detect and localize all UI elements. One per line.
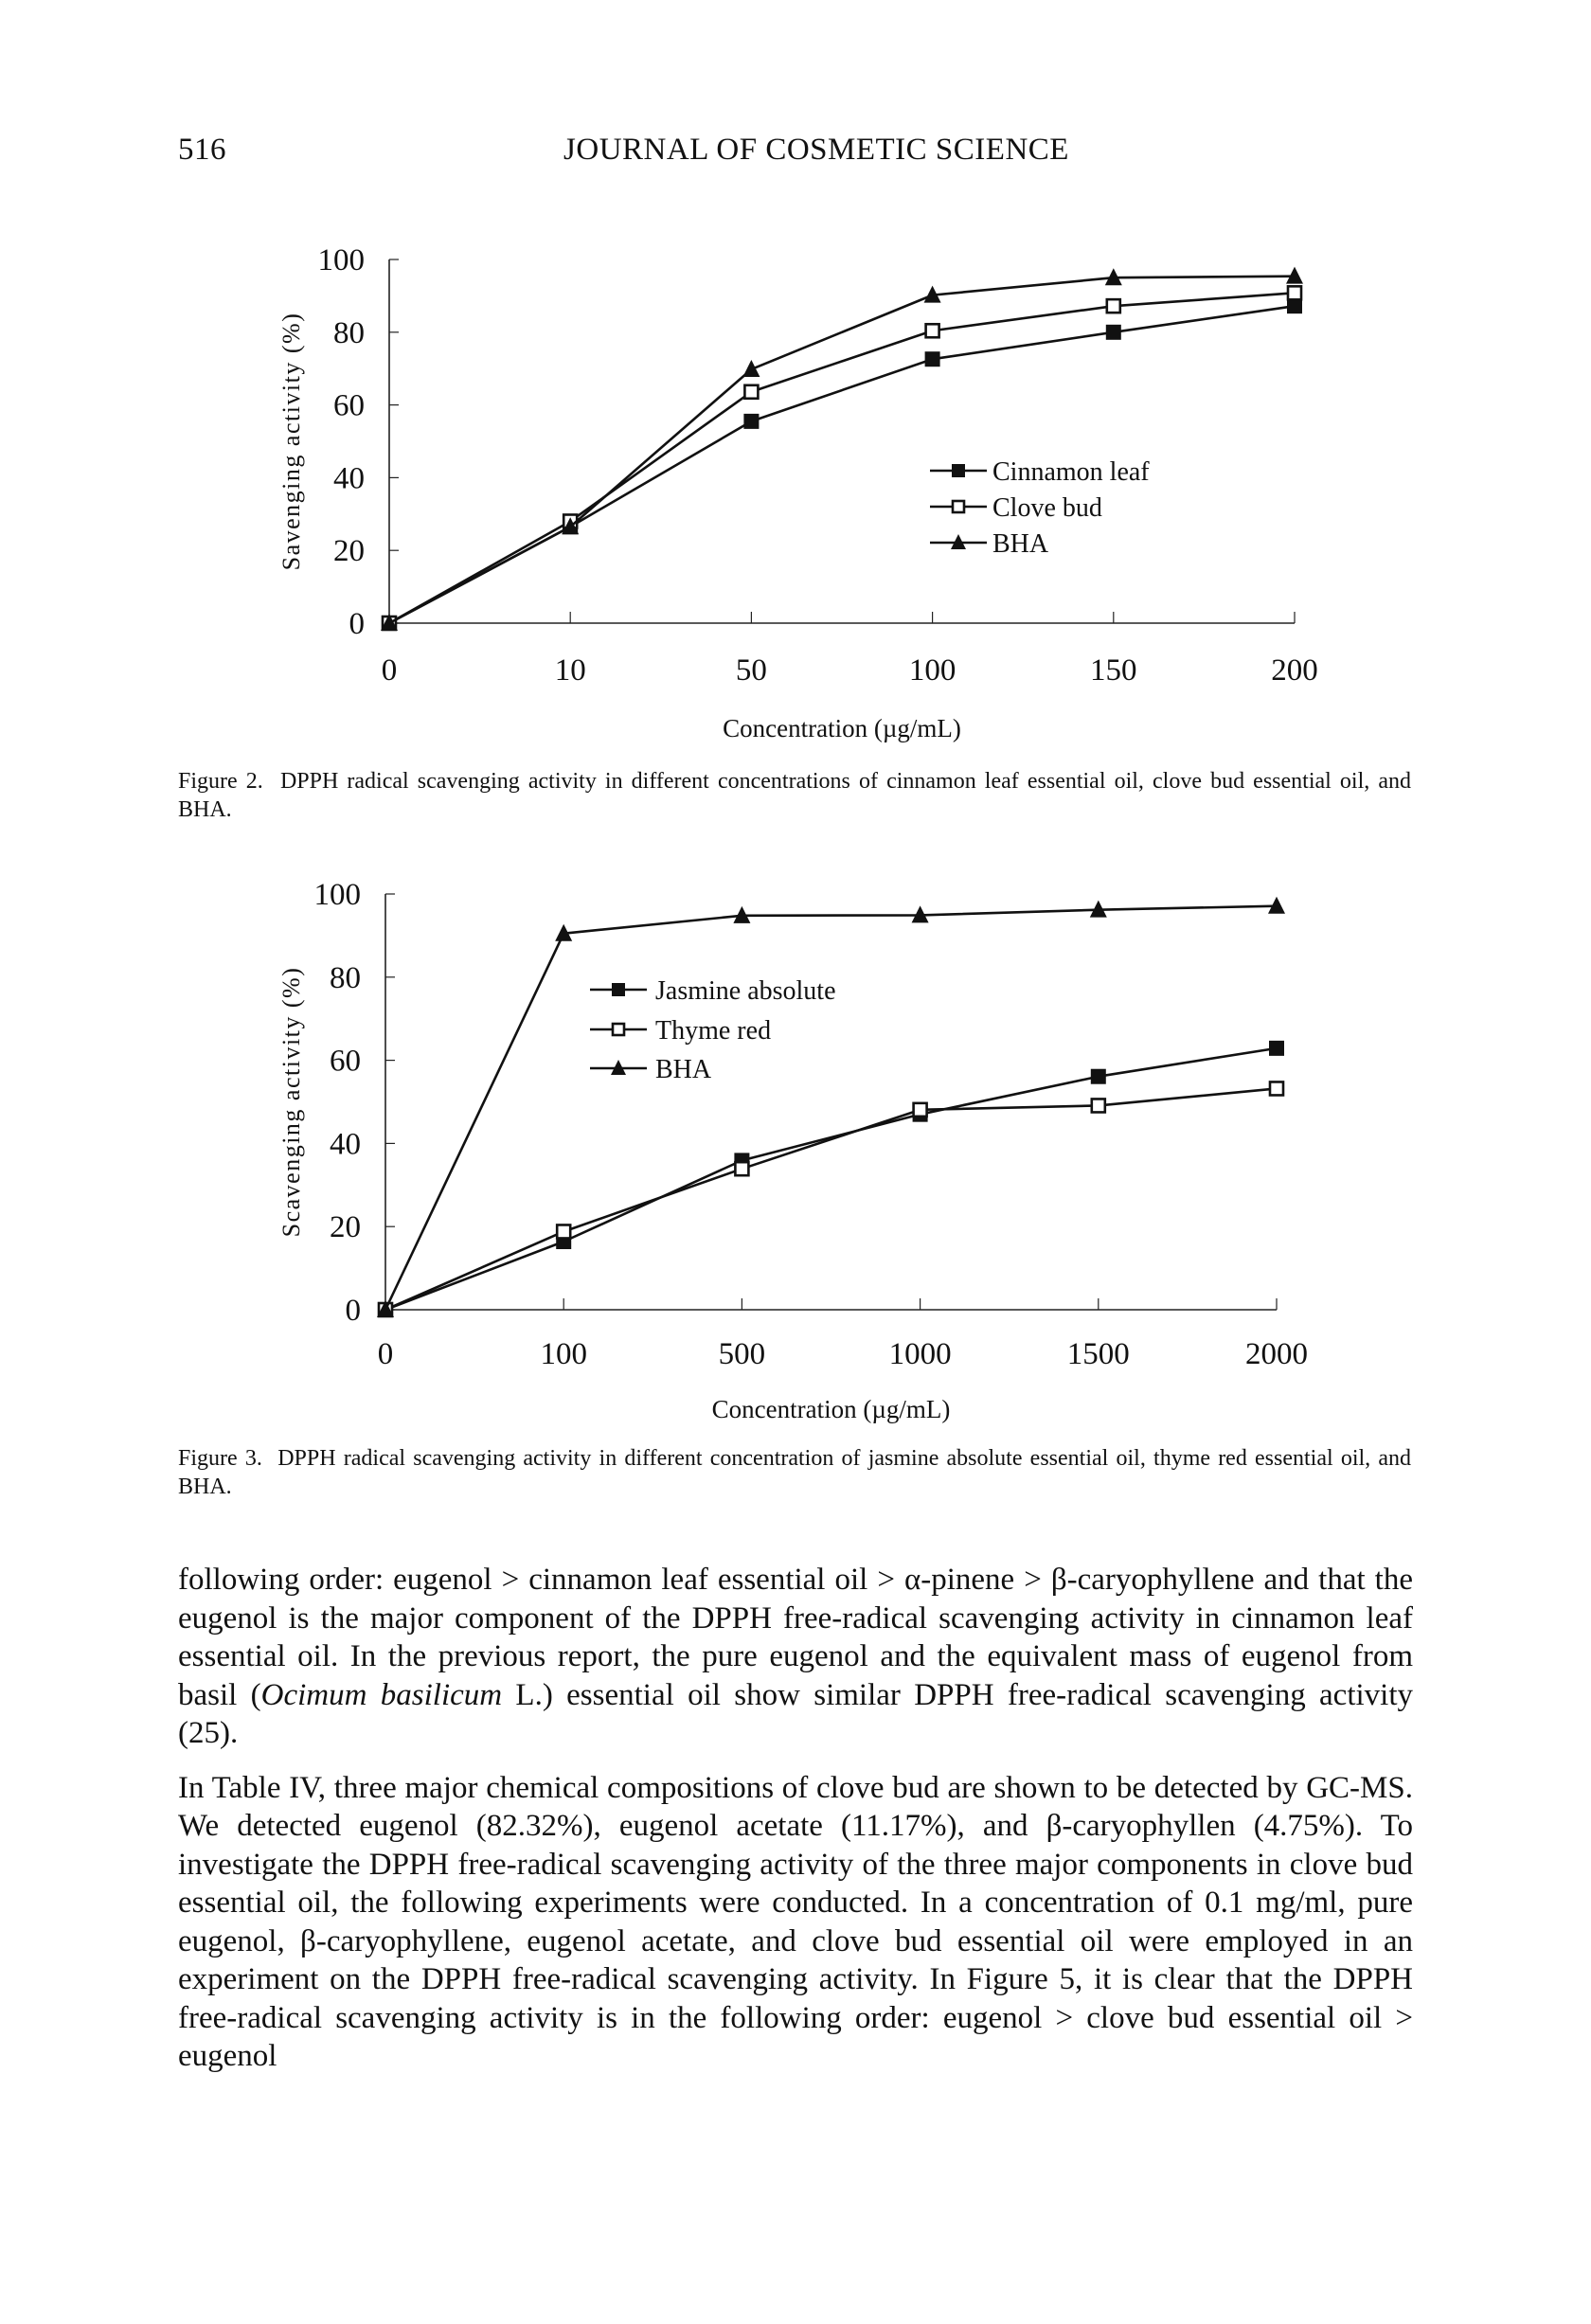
- y-tick-label: 100: [313, 878, 361, 912]
- journal-title: JOURNAL OF COSMETIC SCIENCE: [563, 133, 1069, 167]
- x-tick-label: 150: [1090, 653, 1137, 688]
- open-square-marker-icon: [1107, 299, 1120, 313]
- filled-square-marker-icon: [1106, 325, 1121, 340]
- x-tick-label: 1000: [888, 1337, 952, 1371]
- open-square-marker-icon: [914, 1103, 927, 1117]
- open-square-marker-icon: [1288, 286, 1301, 299]
- x-tick-label: 50: [735, 653, 767, 688]
- figure-2-caption-text: DPPH radical scavenging activity in different concentrations of cinnamon leaf essential oil, clove bud essential oil, and BHA.: [178, 769, 1411, 822]
- figure-3-caption-label: Figure 3.: [178, 1446, 262, 1471]
- filled-square-marker-icon: [1091, 1069, 1106, 1084]
- chart-legend: [930, 457, 1150, 559]
- legend-label: Thyme red: [655, 1016, 772, 1046]
- open-square-marker-icon: [953, 501, 964, 512]
- filled-triangle-marker-icon: [742, 360, 760, 377]
- species-name-italic: Ocimum basilicum: [260, 1677, 503, 1712]
- y-tick-label: 60: [333, 388, 365, 423]
- legend-label: Clove bud: [992, 493, 1102, 523]
- series-thyme-red: [379, 1082, 1283, 1316]
- legend-label: Cinnamon leaf: [992, 457, 1150, 487]
- paragraph-1-text-b: L.) essential oil show similar DPPH free-radical scavenging activity (25).: [178, 1677, 1413, 1750]
- y-tick-label: 0: [345, 1294, 361, 1328]
- filled-square-marker-icon: [952, 464, 965, 477]
- figure-2-caption-label: Figure 2.: [178, 769, 263, 794]
- open-square-marker-icon: [735, 1162, 748, 1175]
- open-square-marker-icon: [1092, 1099, 1105, 1112]
- body-paragraph-2: In Table IV, three major chemical compositions of clove bud are shown to be detected by GC-MS. We detected eugenol (82.32%), eugenol acetate (11.17%), and β-caryophyllen (4.75%). To investigate the DPPH free-radical scavenging activity of the three major components in clove bud essential oil, the following experiments were conducted. In a concentration of 0.1 mg/ml, pure eugenol, β-caryophyllene, eugenol acetate, and clove bud essential oil were employed in an experiment on the DPPH free-radical scavenging activity. In Figure 5, it is clear that the DPPH free-radical scavenging activity is in the following order: eugenol > clove bud essential oil > eugenol: [178, 1770, 1413, 2073]
- open-square-marker-icon: [926, 324, 939, 337]
- x-tick-label: 0: [377, 1337, 394, 1371]
- y-tick-label: 60: [330, 1044, 361, 1079]
- x-tick-label: 200: [1271, 653, 1318, 688]
- paragraph-1-text-a: following order: eugenol > cinnamon leaf essential oil > α-pinene > β-caryophyllene and that the eugenol is the major component of the DPPH free-radical scavenging activity in cinnamon leaf essential oil. In the previous report, the pure eugenol and the equivalent mass of eugenol from basil (: [178, 1563, 1413, 1712]
- series-jasmine-absolute: [378, 1041, 1284, 1317]
- open-square-marker-icon: [613, 1024, 624, 1035]
- y-tick-label: 0: [349, 607, 365, 641]
- x-tick-label: 1500: [1066, 1337, 1130, 1371]
- chart-3: [277, 878, 1308, 1423]
- y-tick-label: 20: [333, 534, 365, 569]
- filled-square-marker-icon: [612, 983, 625, 996]
- page-number: 516: [178, 133, 226, 167]
- chart-legend: [590, 976, 836, 1084]
- x-tick-label: 100: [908, 653, 956, 688]
- filled-square-marker-icon: [925, 351, 940, 366]
- open-square-marker-icon: [557, 1225, 570, 1238]
- y-tick-label: 80: [333, 315, 365, 350]
- x-axis-label: Concentration (µg/mL): [711, 1395, 951, 1423]
- x-tick-label: 100: [540, 1337, 587, 1371]
- y-axis-label: Scavenging activity (%): [277, 966, 305, 1238]
- y-axis-label: Savenging activity (%): [277, 312, 305, 571]
- y-tick-label: 40: [333, 461, 365, 496]
- figure-2-caption: [178, 767, 1411, 824]
- legend-label: Jasmine absolute: [655, 976, 836, 1006]
- y-tick-label: 80: [330, 960, 361, 995]
- filled-square-marker-icon: [743, 414, 759, 429]
- y-tick-label: 20: [330, 1210, 361, 1245]
- y-tick-label: 40: [330, 1127, 361, 1162]
- open-square-marker-icon: [1270, 1082, 1283, 1095]
- body-text: [178, 1561, 1413, 2076]
- open-square-marker-icon: [744, 385, 758, 399]
- figure-3-caption: [178, 1444, 1411, 1501]
- series-cinnamon-leaf: [382, 298, 1302, 631]
- x-tick-label: 2000: [1245, 1337, 1308, 1371]
- x-tick-label: 500: [718, 1337, 766, 1371]
- y-tick-label: 100: [317, 243, 365, 277]
- legend-label: BHA: [655, 1055, 712, 1084]
- x-axis-label: Concentration (µg/mL): [723, 714, 961, 742]
- chart-2: [277, 243, 1318, 742]
- figure-3-caption-text: DPPH radical scavenging activity in different concentration of jasmine absolute essential oil, thyme red essential oil, and BHA.: [178, 1446, 1412, 1499]
- body-paragraph-1: [178, 1561, 1413, 1753]
- series-bha: [381, 267, 1303, 631]
- legend-label: BHA: [992, 529, 1049, 559]
- x-tick-label: 0: [381, 653, 398, 688]
- filled-square-marker-icon: [1269, 1041, 1284, 1056]
- x-tick-label: 10: [554, 653, 586, 688]
- series-clove-bud: [383, 286, 1301, 630]
